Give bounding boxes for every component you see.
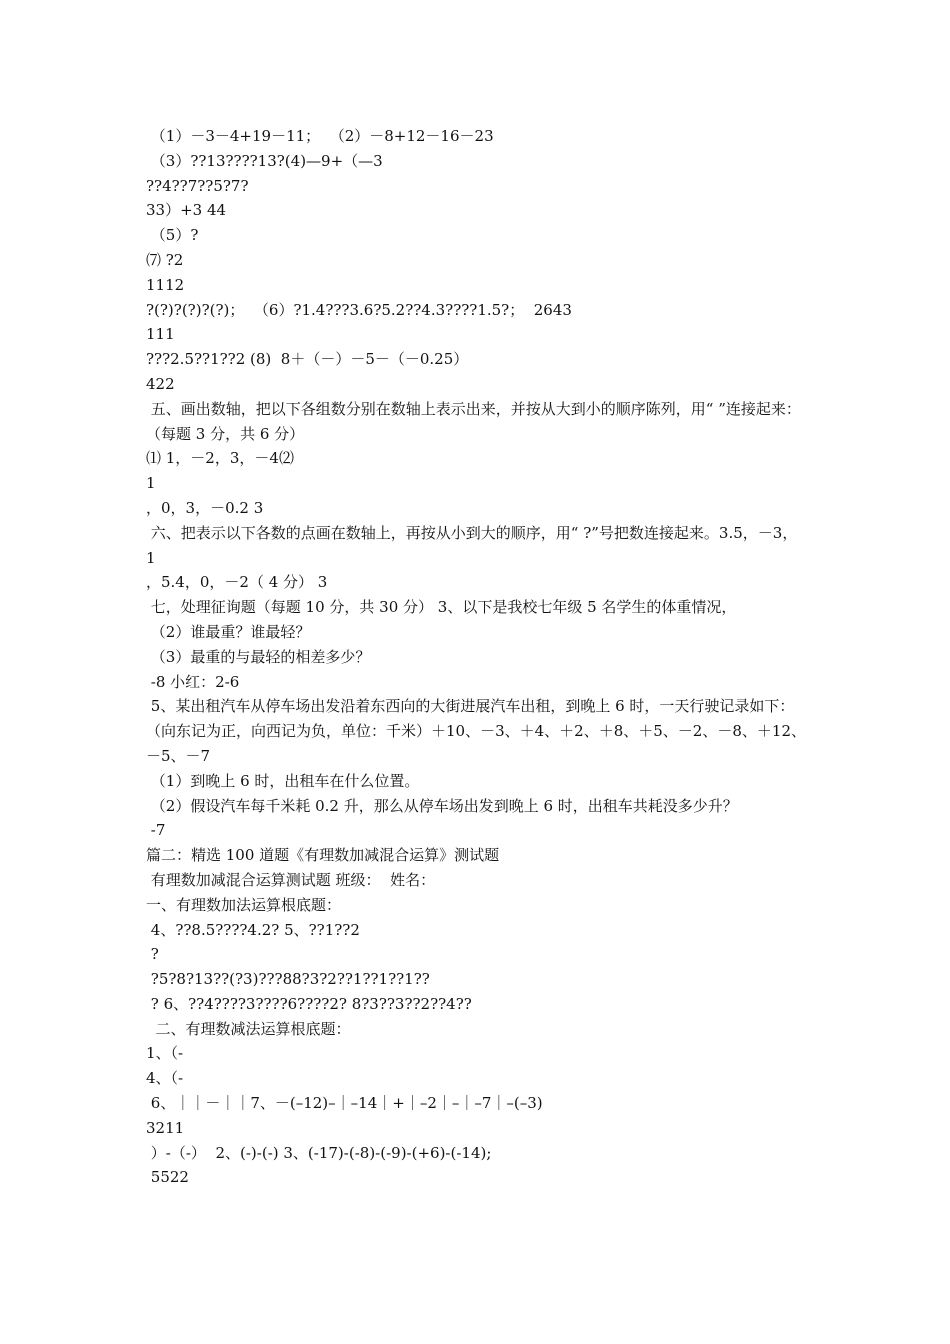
text-line: ? xyxy=(146,945,159,964)
text-line: 422 xyxy=(146,374,175,393)
text-line: （3）??13????13?(4)—9+（—3 xyxy=(146,151,383,170)
text-line: 6、｜｜－｜｜7、－(–12)–｜–14｜+｜–2｜–｜–7｜–(–3) xyxy=(146,1094,543,1113)
text-line: ??4??7??5?7? xyxy=(146,176,249,195)
text-line: （1）－3－4+19－11； （2）－8+12－16－23 xyxy=(146,127,494,145)
text-line: （5）? xyxy=(146,226,199,245)
text-line: 3211 xyxy=(146,1118,185,1137)
section-heading: 六、把表示以下各数的点画在数轴上，再按从小到大的顺序，用“ ?”号把数连接起来。3.5，－3， xyxy=(146,523,798,542)
text-line: 33）+3 44 xyxy=(146,201,227,220)
text-line: 5522 xyxy=(146,1168,189,1187)
text-line: 111 xyxy=(146,325,175,344)
text-line: 4、??8.5????4.2? 5、??1??2 xyxy=(146,920,360,939)
text-line: 有理数加减混合运算测试题 班级： 姓名： xyxy=(146,870,436,889)
section-heading: 五、画出数轴，把以下各组数分别在数轴上表示出来，并按从大到小的顺序陈列，用“ ”连接起来：（每题 3 分，共 6 分） xyxy=(146,399,801,443)
text-line: 1、（- xyxy=(146,1044,184,1063)
text-line: （3）最重的与最轻的相差多少？ xyxy=(146,647,371,666)
text-line: ?(?)?(?)?(?)； （6）?1.4???3.6?5.2??4.3????1.5?； 2643 xyxy=(146,300,572,319)
section-heading: 七，处理征询题（每题 10 分，共 30 分） 3、以下是我校七年级 5 名学生的体重情况， xyxy=(146,598,737,617)
text-line: ，5.4，0，－2（ 4 分） 3 xyxy=(146,573,328,592)
text-line: -7 xyxy=(146,821,166,840)
text-line: ? 6、??4????3????6????2? 8?3??3??2??4?? xyxy=(146,994,472,1013)
text-line: -8 小红：2-6 xyxy=(146,672,240,691)
section-heading: 一、有理数加法运算根底题： xyxy=(146,895,342,914)
section-heading: 二、有理数减法运算根底题： xyxy=(146,1019,351,1038)
text-line: 1 xyxy=(146,548,156,567)
text-line: 1 xyxy=(146,474,156,493)
document-body xyxy=(146,124,816,1190)
text-line: ⑺ ?2 xyxy=(146,250,184,269)
text-line: 4、（- xyxy=(146,1069,184,1088)
text-line: ???2.5??1??2 (8) 8＋（－）－5－（－0.25） xyxy=(146,350,469,369)
text-line: 1112 xyxy=(146,275,185,294)
text-line: ?5?8?13??(?3)???88?3?2??1??1??1?? xyxy=(146,970,430,989)
text-line: （2）谁最重？谁最轻？ xyxy=(146,622,311,641)
section-heading: 篇二：精选 100 道题《有理数加减混合运算》测试题 xyxy=(146,846,500,865)
text-line: ，0，3，－0.2 3 xyxy=(146,498,264,517)
text-line: ⑴ 1，－2，3，－4⑵ xyxy=(146,449,294,468)
text-line: （1）到晚上 6 时，出租车在什么位置。 xyxy=(146,771,420,790)
text-line: 5、某出租汽车从停车场出发沿着东西向的大街进展汽车出租，到晚上 6 时，一天行驶记录如下：（向东记为正，向西记为负，单位：千米）＋10、－3、＋4、＋2、＋8、＋5、－2、－8、＋12、－5、－7 xyxy=(146,697,806,765)
text-line: （2）假设汽车每千米耗 0.2 升，那么从停车场出发到晚上 6 时，出租车共耗没多少升？ xyxy=(146,796,738,815)
text-line: ）-（-） 2、(-)-(-) 3、(-17)-(-8)-(-9)-(+6)-(-14); xyxy=(146,1143,492,1162)
